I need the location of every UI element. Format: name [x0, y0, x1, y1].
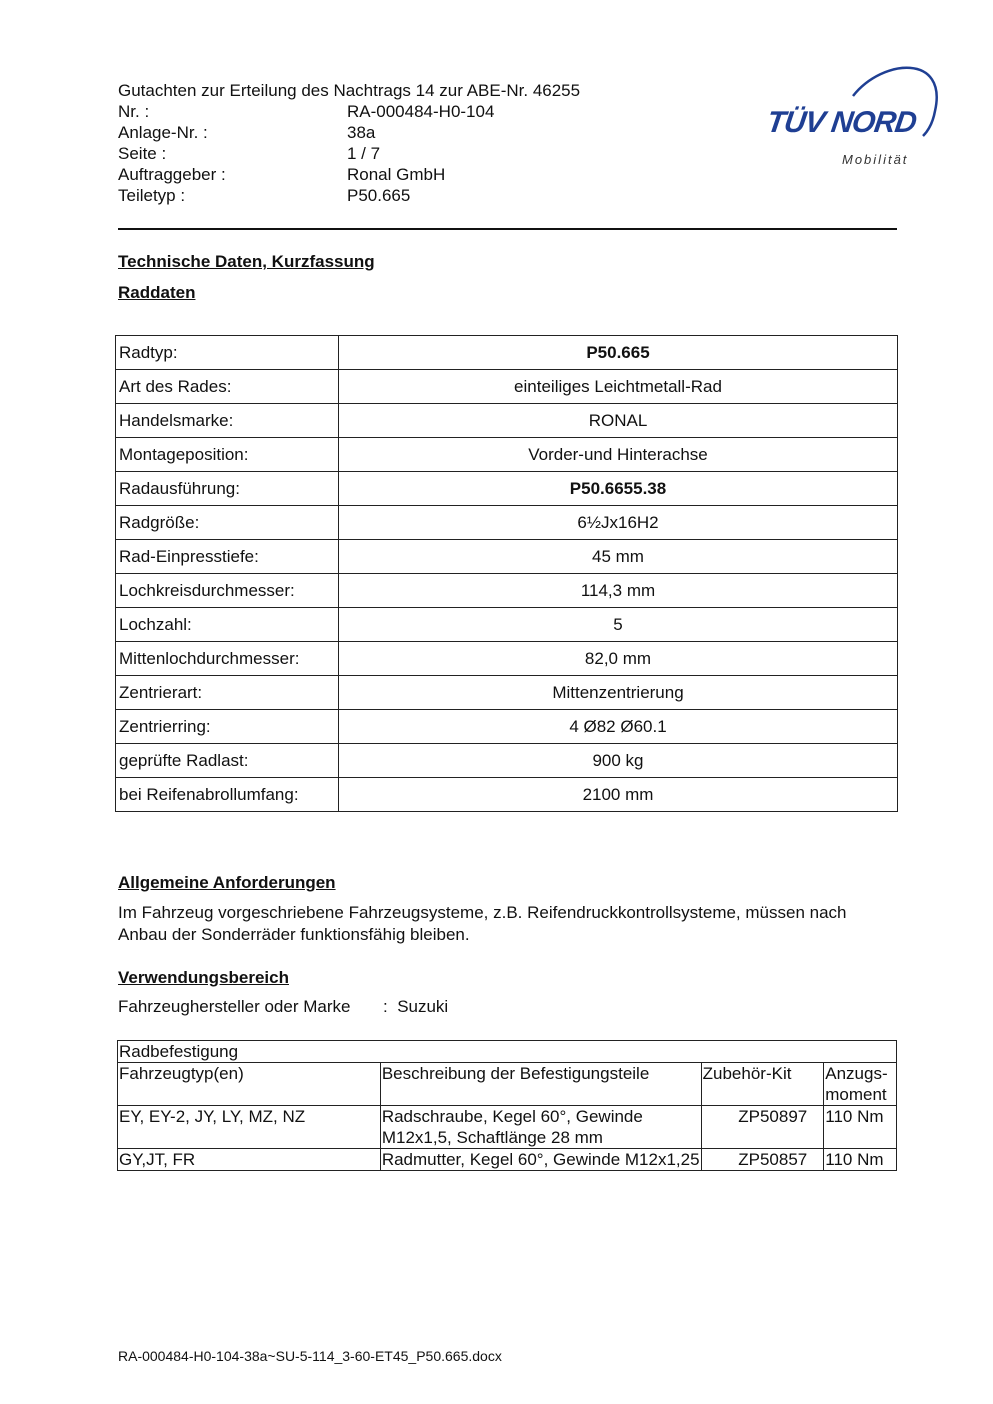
section-heading-tech: Technische Daten, Kurzfassung — [118, 252, 375, 271]
spec-label: Zentrierring: — [116, 710, 339, 744]
table-row — [116, 608, 898, 642]
anforderungen-text: Im Fahrzeug vorgeschriebene Fahrzeugsysteme, z.B. Reifendruckkontrollsysteme, müssen nach Anbau der Sonderräder funktionsfähig bleiben. — [118, 903, 847, 944]
table-header-row — [118, 1063, 897, 1106]
report-title: Gutachten zur Erteilung des Nachtrags 14 zur ABE-Nr. 46255 — [118, 81, 581, 100]
spec-value: 45 mm — [339, 540, 898, 574]
field-value: 1 / 7 — [347, 144, 381, 163]
fastener-description: Radschraube, Kegel 60°, Gewinde M12x1,5, Schaftlänge 28 mm — [380, 1106, 701, 1149]
tuv-nord-logo — [763, 56, 943, 176]
field-value: P50.665 — [347, 186, 411, 205]
document-header — [118, 80, 580, 206]
logo-brand: TÜV NORD — [764, 106, 919, 139]
manufacturer-line — [118, 997, 448, 1017]
spec-label: Radgröße: — [116, 506, 339, 540]
table-row — [116, 370, 898, 404]
table-row — [116, 506, 898, 540]
header-field-auftraggeber — [118, 164, 580, 185]
mounting-table — [117, 1040, 897, 1171]
table-row — [116, 710, 898, 744]
table-row — [116, 642, 898, 676]
spec-label: Mittenlochdurchmesser: — [116, 642, 339, 676]
accessory-kit: ZP50857 — [701, 1149, 824, 1171]
wheel-spec-table — [115, 335, 898, 812]
spec-label: Lochzahl: — [116, 608, 339, 642]
spec-value: 4 Ø82 Ø60.1 — [339, 710, 898, 744]
vehicle-types: GY,JT, FR — [118, 1149, 381, 1171]
field-label: Nr. : — [118, 102, 150, 121]
field-value: Ronal GmbH — [347, 165, 446, 184]
spec-label: Radtyp: — [116, 336, 339, 370]
header-field-teiletyp — [118, 185, 580, 206]
spec-value: P50.6655.38 — [339, 472, 898, 506]
spec-value: 900 kg — [339, 744, 898, 778]
spec-value: 82,0 mm — [339, 642, 898, 676]
mounting-table-title: Radbefestigung — [118, 1041, 897, 1063]
field-label: Seite : — [118, 144, 167, 163]
manufacturer-label: Fahrzeughersteller oder Marke — [118, 997, 351, 1016]
spec-label: Montageposition: — [116, 438, 339, 472]
logo-subtitle: Mobilität — [842, 152, 909, 167]
spec-label: bei Reifenabrollumfang: — [116, 778, 339, 812]
field-value: RA-000484-H0-104 — [347, 102, 495, 121]
table-title-row — [118, 1041, 897, 1063]
spec-label: geprüfte Radlast: — [116, 744, 339, 778]
fastener-description: Radmutter, Kegel 60°, Gewinde M12x1,25 — [381, 1150, 700, 1169]
table-row — [116, 744, 898, 778]
spec-value: Mittenzentrierung — [339, 676, 898, 710]
header-field-nr — [118, 101, 580, 122]
field-label: Auftraggeber : — [118, 165, 226, 184]
table-row — [116, 404, 898, 438]
table-row — [116, 778, 898, 812]
section-heading-verwendung: Verwendungsbereich — [118, 968, 289, 987]
spec-label: Lochkreisdurchmesser: — [116, 574, 339, 608]
table-row — [116, 540, 898, 574]
torque: 110 Nm — [824, 1149, 897, 1171]
section-heading-raddaten: Raddaten — [118, 283, 196, 302]
table-row — [116, 472, 898, 506]
table-row — [116, 574, 898, 608]
field-value: 38a — [347, 123, 376, 142]
spec-value: 114,3 mm — [339, 574, 898, 608]
spec-label: Art des Rades: — [116, 370, 339, 404]
table-row — [118, 1149, 897, 1171]
spec-value: RONAL — [339, 404, 898, 438]
spec-label: Zentrierart: — [116, 676, 339, 710]
spec-label: Rad-Einpresstiefe: — [116, 540, 339, 574]
column-header: Fahrzeugtyp(en) — [118, 1063, 381, 1106]
header-divider — [118, 228, 897, 230]
manufacturer-value: Suzuki — [397, 997, 449, 1016]
torque: 110 Nm — [824, 1106, 897, 1149]
spec-label: Handelsmarke: — [116, 404, 339, 438]
header-field-seite — [118, 143, 580, 164]
section-heading-anforderungen: Allgemeine Anforderungen — [118, 873, 336, 892]
spec-value: 5 — [339, 608, 898, 642]
accessory-kit: ZP50897 — [701, 1106, 824, 1149]
spec-value: P50.665 — [339, 336, 898, 370]
table-row — [116, 676, 898, 710]
manufacturer-sep: : — [383, 997, 388, 1016]
spec-value: Vorder-und Hinterachse — [339, 438, 898, 472]
field-label: Anlage-Nr. : — [118, 123, 208, 142]
column-header: Zubehör-Kit — [701, 1063, 824, 1106]
table-row — [116, 336, 898, 370]
spec-label: Radausführung: — [116, 472, 339, 506]
table-row — [118, 1106, 897, 1149]
column-header: Anzugs-moment — [824, 1063, 897, 1106]
table-row — [116, 438, 898, 472]
spec-value: 2100 mm — [339, 778, 898, 812]
header-field-anlage — [118, 122, 580, 143]
vehicle-types: EY, EY-2, JY, LY, MZ, NZ — [118, 1106, 381, 1149]
spec-value: 6½Jx16H2 — [339, 506, 898, 540]
spec-value: einteiliges Leichtmetall-Rad — [339, 370, 898, 404]
column-header: Beschreibung der Befestigungsteile — [380, 1063, 701, 1106]
field-label: Teiletyp : — [118, 186, 186, 205]
footer-filename: RA-000484-H0-104-38a~SU-5-114_3-60-ET45_P50.665.docx — [118, 1348, 502, 1364]
